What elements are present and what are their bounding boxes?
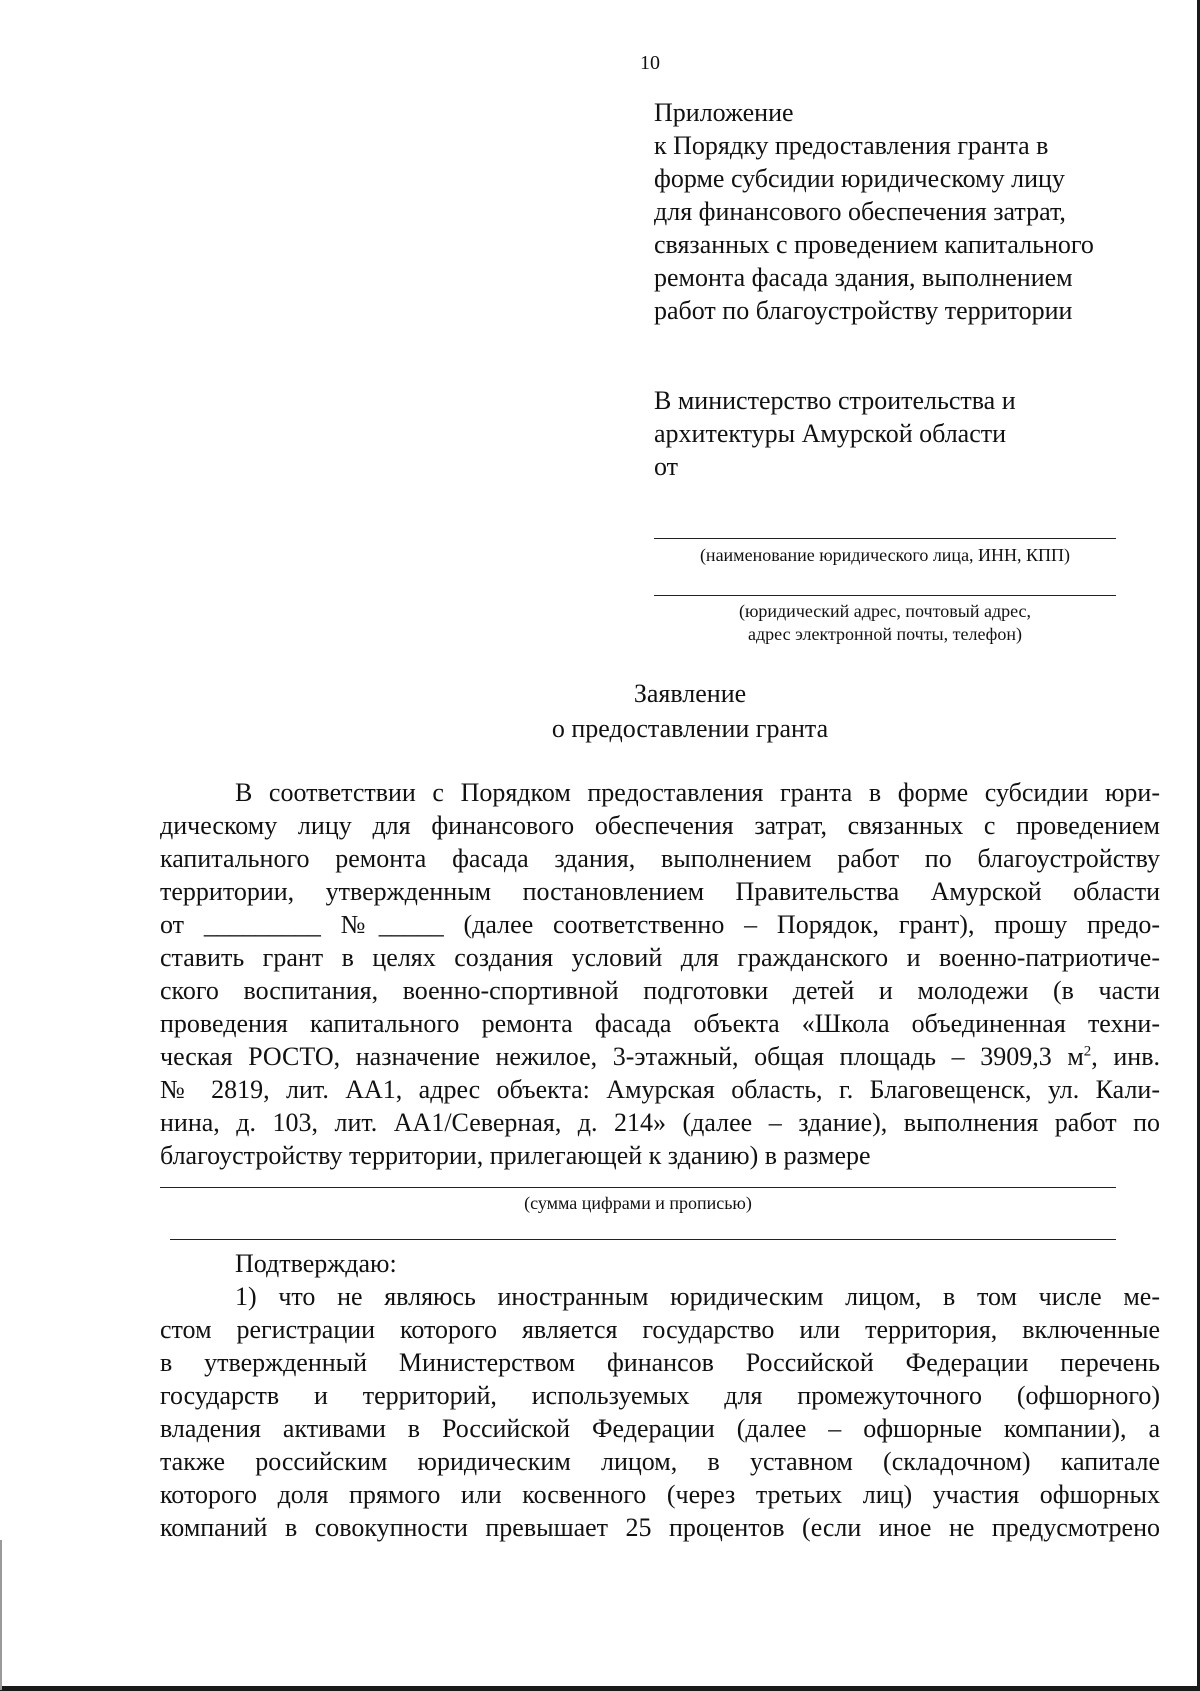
- appendix-line: для финансового обеспечения затрат,: [654, 197, 1066, 226]
- page-edge-left: [0, 1540, 2, 1690]
- application-paragraph: [160, 776, 1160, 1172]
- appendix-line: ремонта фасада здания, выполнением: [654, 263, 1073, 292]
- page-edge-bottom: [0, 1686, 1200, 1691]
- title-line1: Заявление: [633, 679, 747, 708]
- paragraph-line: от _________ №_____ (далее соответственно – Порядок, грант), прошу предо-: [160, 910, 1160, 939]
- paragraph-line: благоустройству территории, прилегающей к зданию) в размере: [160, 1141, 871, 1170]
- confirm-line: также российским юридическим лицом, в уставном (складочном) капитале: [160, 1447, 1160, 1476]
- paragraph-line-area: [160, 1040, 1160, 1073]
- address-fill-line: [654, 595, 1116, 596]
- appendix-line: Приложение: [654, 98, 794, 127]
- paragraph-line: проведения капитального ремонта фасада объекта «Школа объединенная техни-: [160, 1009, 1160, 1038]
- paragraph-line: № 2819, лит. АА1, адрес объекта: Амурская область, г. Благовещенск, ул. Кали-: [160, 1075, 1160, 1104]
- confirm-line: 1) что не являюсь иностранным юридическим лицом, в том числе ме-: [235, 1282, 1160, 1311]
- title-line2: о предоставлении гранта: [551, 714, 829, 743]
- area-superscript: 2: [1083, 1043, 1092, 1060]
- address-caption-line1: (юридический адрес, почтовый адрес,: [738, 601, 1032, 621]
- addressee-block: [654, 384, 1154, 483]
- amount-fill-line: [160, 1187, 1116, 1188]
- addressee-line: архитектуры Амурской области: [654, 419, 1007, 448]
- paragraph-line: В соответствии с Порядком предоставления гранта в форме субсидии юри-: [235, 778, 1160, 807]
- appendix-line: к Порядку предоставления гранта в: [654, 131, 1049, 160]
- confirm-heading: Подтверждаю:: [235, 1249, 397, 1278]
- appendix-line: работ по благоустройству территории: [654, 296, 1073, 325]
- paragraph-line: нина, д. 103, лит. АА1/Северная, д. 214» (далее – здание), выполнения работ по: [160, 1108, 1160, 1137]
- paragraph-line: территории, утвержденным постановлением Правительства Амурской области: [160, 877, 1160, 906]
- paragraph-line: ского воспитания, военно-спортивной подготовки детей и молодежи (в части: [160, 976, 1160, 1005]
- confirm-line: компаний в совокупности превышает 25 процентов (если иное не предусмотрено: [160, 1513, 1160, 1542]
- area-text-tail: , инв.: [1091, 1042, 1161, 1071]
- amount-second-fill-line: [170, 1239, 1116, 1240]
- document-title: [400, 676, 980, 746]
- addressee-line: от: [654, 452, 679, 481]
- amount-caption: (сумма цифрами и прописью): [524, 1193, 752, 1213]
- paragraph-line: капитального ремонта фасада здания, выполнением работ по благоустройству: [160, 844, 1160, 873]
- confirm-line: владения активами в Российской Федерации (далее – офшорные компании), а: [160, 1414, 1160, 1443]
- address-caption-line2: адрес электронной почты, телефон): [748, 624, 1022, 644]
- paragraph-line: ставить грант в целях создания условий для гражданского и военно-патриотиче-: [160, 943, 1160, 972]
- confirm-line: стом регистрации которого является государство или территория, включенные: [160, 1315, 1160, 1344]
- org-name-caption: (наименование юридического лица, ИНН, КПП): [699, 545, 1071, 565]
- paragraph-line: дическому лицу для финансового обеспечения затрат, связанных с проведением: [160, 811, 1160, 840]
- appendix-header: [654, 96, 1154, 327]
- confirm-line: в утвержденный Министерством финансов Российской Федерации перечень: [160, 1348, 1160, 1377]
- page-number: 10: [640, 52, 660, 74]
- addressee-line: В министерство строительства и: [654, 386, 1016, 415]
- confirmation-block: [160, 1247, 1160, 1544]
- area-text: ческая РОСТО, назначение нежилое, 3-этажный, общая площадь – 3909,3 м: [160, 1042, 1084, 1071]
- org-name-fill-line: [654, 538, 1116, 539]
- confirm-line: государств и территорий, используемых для промежуточного (офшорного): [160, 1381, 1160, 1410]
- appendix-line: связанных с проведением капитального: [654, 230, 1094, 259]
- confirm-line: которого доля прямого или косвенного (через третьих лиц) участия офшорных: [160, 1480, 1160, 1509]
- appendix-line: форме субсидии юридическому лицу: [654, 164, 1065, 193]
